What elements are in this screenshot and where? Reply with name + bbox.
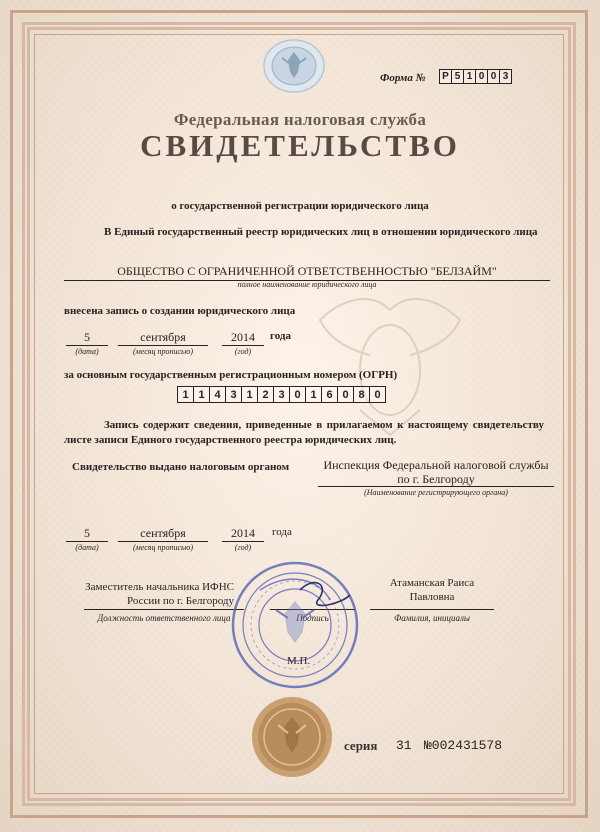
entry-text: внесена запись о создании юридического лица bbox=[64, 305, 296, 317]
issue-year: 2014 bbox=[222, 526, 264, 542]
series-label: серия bbox=[344, 738, 378, 753]
ogrn-digit: 3 bbox=[225, 386, 242, 403]
signer-name-line-1: Атаманская Раиса bbox=[389, 577, 475, 589]
signer-position-line-2: России по г. Белгороду bbox=[126, 595, 234, 607]
form-number-cell: 5 bbox=[451, 69, 464, 84]
issue-month-caption: (месяц прописью) bbox=[133, 543, 193, 552]
ogrn-digit: 0 bbox=[369, 386, 386, 403]
issue-year-suffix: года bbox=[272, 526, 292, 538]
issuer-line-1: Инспекция Федеральной налоговой службы bbox=[323, 458, 549, 472]
signer-position-line-1: Заместитель начальника ИФНС bbox=[85, 581, 234, 593]
issued-by-label: Свидетельство выдано налоговым органом bbox=[72, 461, 290, 473]
issue-day: 5 bbox=[66, 526, 108, 542]
issue-year-caption: (год) bbox=[234, 543, 252, 552]
ogrn-digit: 1 bbox=[177, 386, 194, 403]
position-underline bbox=[84, 609, 244, 610]
registry-paragraph: В Единый государственный реестр юридических лиц в отношении юридического лица bbox=[104, 226, 538, 238]
official-stamp-icon bbox=[230, 560, 360, 690]
form-number-cell: 3 bbox=[499, 69, 512, 84]
series-code: 31 bbox=[396, 738, 412, 753]
issuing-service-name: Федеральная налоговая служба bbox=[173, 110, 427, 129]
year-caption: (год) bbox=[234, 347, 252, 356]
form-number-label: Форма № bbox=[380, 72, 426, 84]
ogrn-boxes bbox=[178, 386, 386, 403]
gold-seal-icon bbox=[250, 695, 334, 779]
day-caption: (дата) bbox=[75, 347, 99, 356]
ogrn-digit: 8 bbox=[353, 386, 370, 403]
ogrn-digit: 1 bbox=[305, 386, 322, 403]
ogrn-digit: 3 bbox=[273, 386, 290, 403]
issuer-line-2: по г. Белгороду bbox=[397, 472, 475, 486]
ogrn-digit: 0 bbox=[337, 386, 354, 403]
ogrn-digit: 1 bbox=[193, 386, 210, 403]
issue-day-caption: (дата) bbox=[75, 543, 99, 552]
ogrn-digit: 1 bbox=[241, 386, 258, 403]
month-caption: (месяц прописью) bbox=[133, 347, 193, 356]
company-name: ОБЩЕСТВО С ОГРАНИЧЕННОЙ ОТВЕТСТВЕННОСТЬЮ "БЕЛЗАЙМ" bbox=[64, 264, 550, 281]
registration-day: 5 bbox=[66, 330, 108, 346]
company-name-caption: полное наименование юридического лица bbox=[237, 280, 377, 289]
signer-name-line-2: Павловна bbox=[409, 591, 455, 603]
document-subtitle: о государственной регистрации юридического лица bbox=[171, 200, 429, 212]
issuer-caption: (Наименование регистрирующего органа) bbox=[364, 488, 508, 497]
series-number: №002431578 bbox=[424, 738, 503, 753]
name-caption: Фамилия, инициалы bbox=[393, 613, 471, 623]
ogrn-digit: 0 bbox=[289, 386, 306, 403]
signer-position bbox=[84, 580, 234, 608]
ogrn-digit: 2 bbox=[257, 386, 274, 403]
tax-service-emblem-icon bbox=[262, 38, 326, 94]
registration-year: 2014 bbox=[222, 330, 264, 346]
registration-month: сентября bbox=[118, 330, 208, 346]
ogrn-digit: 4 bbox=[209, 386, 226, 403]
ogrn-label: за основным государственным регистрационным номером (ОГРН) bbox=[64, 369, 398, 381]
form-number-cell: Р bbox=[439, 69, 452, 84]
form-number-cell: 1 bbox=[463, 69, 476, 84]
issue-month: сентября bbox=[118, 526, 208, 542]
ogrn-digit: 6 bbox=[321, 386, 338, 403]
name-underline bbox=[370, 609, 494, 610]
stamp-place-label: М.П. bbox=[287, 655, 311, 667]
signer-name bbox=[370, 576, 494, 604]
form-number-boxes bbox=[440, 69, 512, 84]
document-title: СВИДЕТЕЛЬСТВО bbox=[140, 128, 460, 163]
form-number-cell: 0 bbox=[487, 69, 500, 84]
record-paragraph: Запись содержит сведения, приведенные в прилагаемом к настоящему свидетельству листе записи Единого государственного реестра юридических лиц. bbox=[64, 419, 544, 446]
signature-caption: Подпись bbox=[296, 613, 329, 623]
issuer-block bbox=[318, 458, 554, 487]
year-suffix: года bbox=[270, 330, 291, 342]
position-caption: Должность ответственного лица bbox=[97, 613, 231, 623]
form-number-cell: 0 bbox=[475, 69, 488, 84]
